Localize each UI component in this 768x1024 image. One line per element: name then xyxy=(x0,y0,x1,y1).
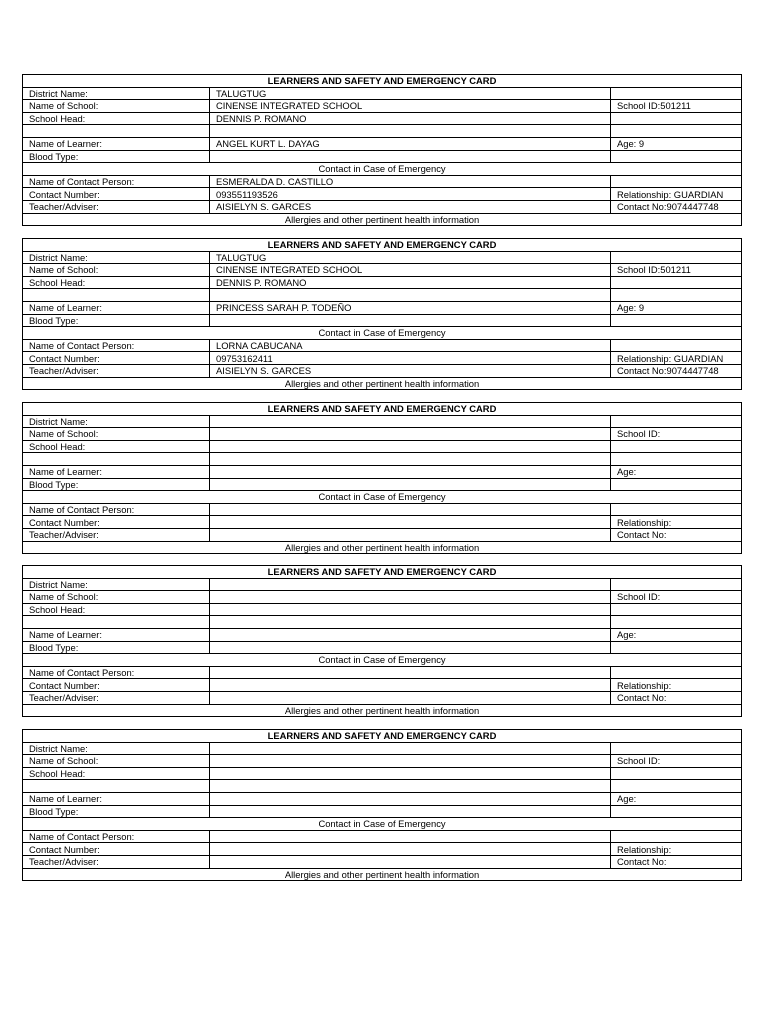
empty-cell xyxy=(611,503,742,516)
card-title: LEARNERS AND SAFETY AND EMERGENCY CARD xyxy=(23,730,742,743)
contact-no-value: Contact No: xyxy=(611,528,742,541)
relationship-value: Relationship: xyxy=(611,679,742,692)
emergency-card-table xyxy=(22,729,742,881)
contact-person-label: Name of Contact Person: xyxy=(23,666,210,679)
learner-name-value: ANGEL KURT L. DAYAG xyxy=(210,137,611,150)
contact-section-heading: Contact in Case of Emergency xyxy=(23,327,742,340)
empty-cell xyxy=(611,175,742,188)
contact-section-heading: Contact in Case of Emergency xyxy=(23,818,742,831)
contact-no-value: Contact No:9074447748 xyxy=(611,200,742,213)
district-name-label: District Name: xyxy=(23,251,210,264)
emergency-card xyxy=(22,729,741,881)
emergency-card xyxy=(22,565,741,717)
school-id-value: School ID:501211 xyxy=(611,100,742,113)
contact-person-label: Name of Contact Person: xyxy=(23,175,210,188)
empty-cell xyxy=(210,125,611,138)
school-head-label: School Head: xyxy=(23,112,210,125)
school-name-value xyxy=(210,755,611,768)
teacher-label: Teacher/Adviser: xyxy=(23,200,210,213)
empty-cell xyxy=(611,339,742,352)
empty-cell xyxy=(611,578,742,591)
district-name-value xyxy=(210,742,611,755)
empty-cell xyxy=(23,453,210,466)
teacher-label: Teacher/Adviser: xyxy=(23,528,210,541)
school-name-label: Name of School: xyxy=(23,100,210,113)
blood-type-label: Blood Type: xyxy=(23,641,210,654)
allergies-heading: Allergies and other pertinent health information xyxy=(23,541,742,554)
school-head-value: DENNIS P. ROMANO xyxy=(210,112,611,125)
learner-name-label: Name of Learner: xyxy=(23,301,210,314)
allergies-heading: Allergies and other pertinent health information xyxy=(23,377,742,390)
allergies-heading: Allergies and other pertinent health information xyxy=(23,704,742,717)
blood-type-label: Blood Type: xyxy=(23,478,210,491)
school-name-label: Name of School: xyxy=(23,428,210,441)
district-name-label: District Name: xyxy=(23,87,210,100)
learner-name-label: Name of Learner: xyxy=(23,465,210,478)
learner-name-value xyxy=(210,792,611,805)
contact-number-value: 09753162411 xyxy=(210,352,611,365)
blood-type-label: Blood Type: xyxy=(23,150,210,163)
empty-cell xyxy=(611,289,742,302)
contact-no-value: Contact No: xyxy=(611,855,742,868)
emergency-card-table xyxy=(22,565,742,717)
contact-person-value xyxy=(210,666,611,679)
teacher-value xyxy=(210,691,611,704)
empty-cell xyxy=(611,125,742,138)
learner-name-value: PRINCESS SARAH P. TODEÑO xyxy=(210,301,611,314)
empty-cell xyxy=(611,150,742,163)
contact-no-value: Contact No:9074447748 xyxy=(611,364,742,377)
school-name-label: Name of School: xyxy=(23,755,210,768)
contact-person-value: ESMERALDA D. CASTILLO xyxy=(210,175,611,188)
teacher-value: AISIELYN S. GARCES xyxy=(210,364,611,377)
teacher-value xyxy=(210,528,611,541)
emergency-card-table xyxy=(22,238,742,390)
empty-cell xyxy=(611,603,742,616)
empty-cell xyxy=(210,289,611,302)
empty-cell xyxy=(611,112,742,125)
contact-number-label: Contact Number: xyxy=(23,516,210,529)
empty-cell xyxy=(611,767,742,780)
empty-cell xyxy=(611,641,742,654)
empty-cell xyxy=(210,780,611,793)
school-name-value: CINENSE INTEGRATED SCHOOL xyxy=(210,100,611,113)
contact-number-value: 093551193526 xyxy=(210,188,611,201)
card-title: LEARNERS AND SAFETY AND EMERGENCY CARD xyxy=(23,239,742,252)
empty-cell xyxy=(611,251,742,264)
teacher-label: Teacher/Adviser: xyxy=(23,691,210,704)
empty-cell xyxy=(611,87,742,100)
school-head-value: DENNIS P. ROMANO xyxy=(210,276,611,289)
contact-no-value: Contact No: xyxy=(611,691,742,704)
empty-cell xyxy=(210,616,611,629)
school-name-value xyxy=(210,591,611,604)
empty-cell xyxy=(611,415,742,428)
empty-cell xyxy=(611,440,742,453)
allergies-heading: Allergies and other pertinent health information xyxy=(23,868,742,881)
empty-cell xyxy=(611,666,742,679)
contact-number-value xyxy=(210,843,611,856)
empty-cell xyxy=(23,125,210,138)
school-id-value: School ID: xyxy=(611,591,742,604)
blood-type-value xyxy=(210,641,611,654)
contact-person-value xyxy=(210,830,611,843)
school-name-value xyxy=(210,428,611,441)
relationship-value: Relationship: xyxy=(611,843,742,856)
contact-person-label: Name of Contact Person: xyxy=(23,503,210,516)
school-head-value xyxy=(210,767,611,780)
card-title: LEARNERS AND SAFETY AND EMERGENCY CARD xyxy=(23,566,742,579)
district-name-label: District Name: xyxy=(23,742,210,755)
learner-name-value xyxy=(210,628,611,641)
age-value: Age: xyxy=(611,465,742,478)
empty-cell xyxy=(611,478,742,491)
emergency-card-table xyxy=(22,402,742,554)
age-value: Age: xyxy=(611,792,742,805)
contact-number-value xyxy=(210,679,611,692)
school-id-value: School ID: xyxy=(611,755,742,768)
age-value: Age: 9 xyxy=(611,301,742,314)
district-name-label: District Name: xyxy=(23,578,210,591)
relationship-value: Relationship: GUARDIAN xyxy=(611,188,742,201)
card-title: LEARNERS AND SAFETY AND EMERGENCY CARD xyxy=(23,75,742,88)
district-name-value xyxy=(210,415,611,428)
empty-cell xyxy=(611,742,742,755)
allergies-heading: Allergies and other pertinent health information xyxy=(23,213,742,226)
teacher-label: Teacher/Adviser: xyxy=(23,855,210,868)
teacher-value: AISIELYN S. GARCES xyxy=(210,200,611,213)
empty-cell xyxy=(611,805,742,818)
blood-type-value xyxy=(210,150,611,163)
contact-number-label: Contact Number: xyxy=(23,188,210,201)
contact-number-value xyxy=(210,516,611,529)
learner-name-value xyxy=(210,465,611,478)
contact-section-heading: Contact in Case of Emergency xyxy=(23,491,742,504)
school-name-label: Name of School: xyxy=(23,264,210,277)
empty-cell xyxy=(611,314,742,327)
teacher-value xyxy=(210,855,611,868)
teacher-label: Teacher/Adviser: xyxy=(23,364,210,377)
school-head-value xyxy=(210,603,611,616)
blood-type-label: Blood Type: xyxy=(23,805,210,818)
emergency-card xyxy=(22,74,741,226)
contact-person-label: Name of Contact Person: xyxy=(23,830,210,843)
blood-type-value xyxy=(210,314,611,327)
school-head-value xyxy=(210,440,611,453)
empty-cell xyxy=(23,616,210,629)
contact-section-heading: Contact in Case of Emergency xyxy=(23,163,742,176)
empty-cell xyxy=(611,276,742,289)
contact-person-label: Name of Contact Person: xyxy=(23,339,210,352)
empty-cell xyxy=(23,780,210,793)
relationship-value: Relationship: xyxy=(611,516,742,529)
district-name-label: District Name: xyxy=(23,415,210,428)
school-id-value: School ID: xyxy=(611,428,742,441)
emergency-card xyxy=(22,402,741,554)
district-name-value xyxy=(210,578,611,591)
card-title: LEARNERS AND SAFETY AND EMERGENCY CARD xyxy=(23,403,742,416)
emergency-card-table xyxy=(22,74,742,226)
school-name-value: CINENSE INTEGRATED SCHOOL xyxy=(210,264,611,277)
district-name-value: TALUGTUG xyxy=(210,87,611,100)
empty-cell xyxy=(611,453,742,466)
school-head-label: School Head: xyxy=(23,767,210,780)
relationship-value: Relationship: GUARDIAN xyxy=(611,352,742,365)
age-value: Age: 9 xyxy=(611,137,742,150)
age-value: Age: xyxy=(611,628,742,641)
contact-number-label: Contact Number: xyxy=(23,843,210,856)
contact-person-value: LORNA CABUCANA xyxy=(210,339,611,352)
emergency-card xyxy=(22,238,741,390)
contact-section-heading: Contact in Case of Emergency xyxy=(23,654,742,667)
school-head-label: School Head: xyxy=(23,440,210,453)
school-head-label: School Head: xyxy=(23,276,210,289)
learner-name-label: Name of Learner: xyxy=(23,628,210,641)
blood-type-label: Blood Type: xyxy=(23,314,210,327)
contact-number-label: Contact Number: xyxy=(23,352,210,365)
learner-name-label: Name of Learner: xyxy=(23,792,210,805)
learner-name-label: Name of Learner: xyxy=(23,137,210,150)
contact-person-value xyxy=(210,503,611,516)
blood-type-value xyxy=(210,805,611,818)
empty-cell xyxy=(611,830,742,843)
empty-cell xyxy=(23,289,210,302)
empty-cell xyxy=(611,616,742,629)
school-name-label: Name of School: xyxy=(23,591,210,604)
contact-number-label: Contact Number: xyxy=(23,679,210,692)
empty-cell xyxy=(611,780,742,793)
school-id-value: School ID:501211 xyxy=(611,264,742,277)
blood-type-value xyxy=(210,478,611,491)
empty-cell xyxy=(210,453,611,466)
district-name-value: TALUGTUG xyxy=(210,251,611,264)
school-head-label: School Head: xyxy=(23,603,210,616)
